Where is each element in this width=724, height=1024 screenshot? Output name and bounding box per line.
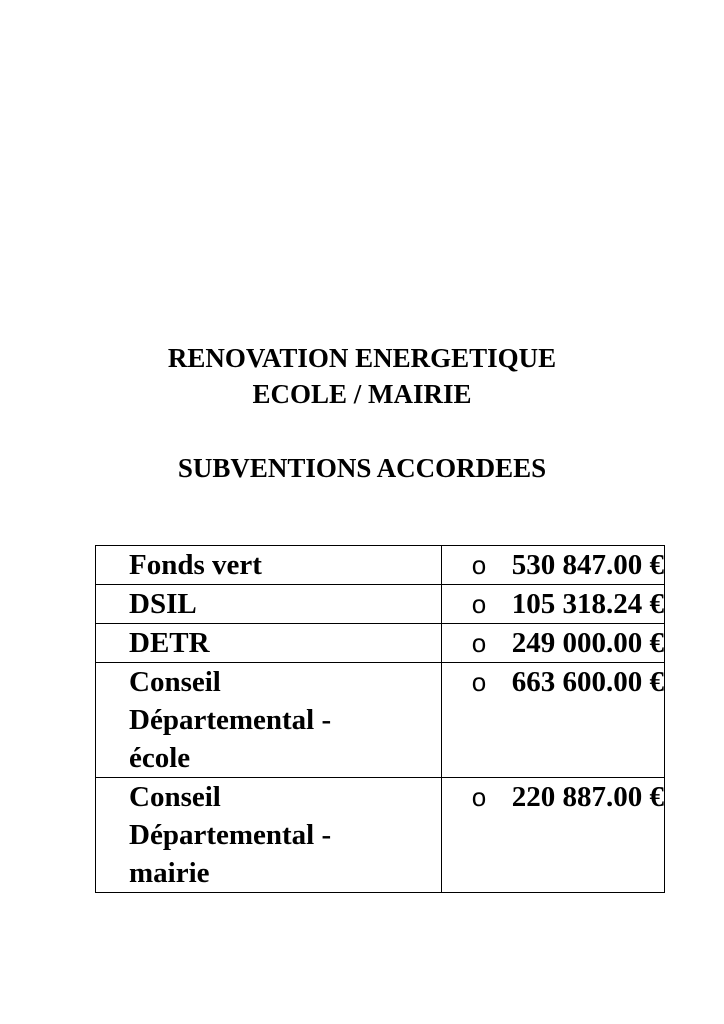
document-subtitle: SUBVENTIONS ACCORDEES [177,453,547,483]
table-row [96,585,665,624]
title-line-2: ECOLE / MAIRIE [252,379,472,409]
table-row [96,546,665,585]
grant-amount: 530 847.00 € [511,549,664,581]
bullet-circle-icon: o [471,628,487,658]
grants-table [95,545,665,893]
grant-label: Fonds vert [96,546,442,585]
grant-label: DSIL [96,585,442,624]
grant-label: DETR [96,624,442,663]
grant-amount: 220 887.00 € [511,781,664,813]
grant-amount: 105 318.24 € [511,588,664,620]
table-row [96,778,665,893]
bullet-circle-icon: o [471,667,487,697]
grant-label: Conseil Départemental - école [96,663,442,778]
grant-label: Conseil Départemental - mairie [96,778,442,893]
bullet-circle-icon: o [471,589,487,619]
grant-amount-cell [441,624,664,663]
grant-amount-cell [441,663,664,778]
title-line-1: RENOVATION ENERGETIQUE [167,343,557,373]
grant-amount-cell [441,546,664,585]
table-row [96,624,665,663]
grant-amount: 663 600.00 € [511,666,664,698]
document-title [0,340,724,412]
table-row [96,663,665,778]
grant-amount-cell [441,585,664,624]
bullet-circle-icon: o [471,550,487,580]
grant-amount: 249 000.00 € [511,627,664,659]
grant-amount-cell [441,778,664,893]
bullet-circle-icon: o [471,782,487,812]
